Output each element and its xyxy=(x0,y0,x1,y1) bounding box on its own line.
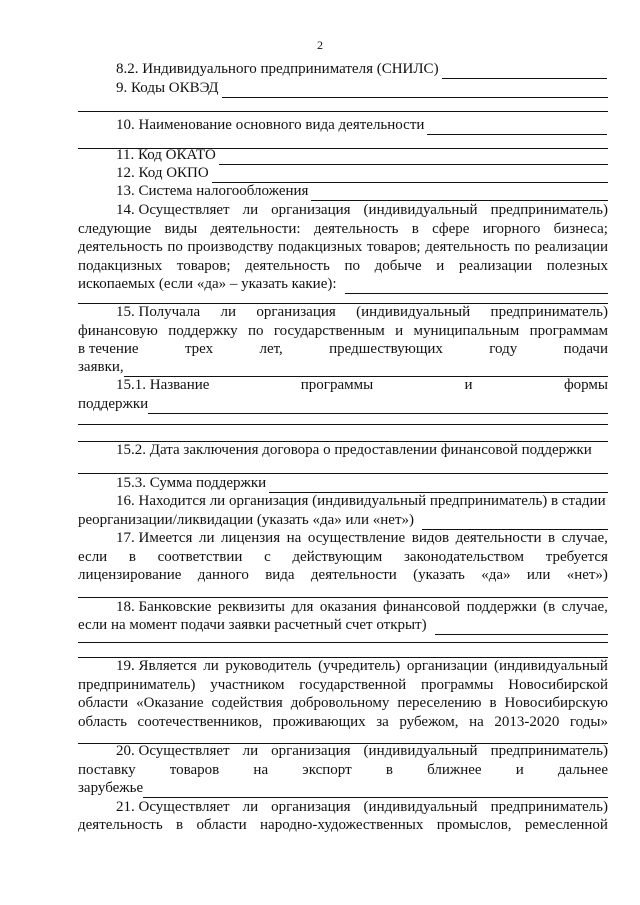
item-15-2 xyxy=(78,441,608,460)
word: и xyxy=(515,762,524,778)
word: (указать xyxy=(413,567,465,583)
item-16-label-end: реорганизации/ликвидации (указать «да» или «нет») xyxy=(78,512,415,528)
word: лет, xyxy=(259,341,283,357)
word: ли xyxy=(203,658,219,674)
item-11-label: 11. Код ОКАТО xyxy=(116,147,216,163)
word: «нет») xyxy=(566,567,608,583)
word: проживающих xyxy=(272,714,366,730)
item-15-1-line-2 xyxy=(78,395,608,414)
item-19-line-3 xyxy=(78,694,608,713)
word: трех xyxy=(184,341,214,357)
item-21-line-2 xyxy=(78,816,608,835)
word: муниципальным xyxy=(413,323,520,339)
word: в xyxy=(128,549,136,565)
item-14-line-3 xyxy=(78,238,608,257)
word: добыче xyxy=(374,258,422,274)
item-13-label: 13. Система налогообложения xyxy=(116,183,309,199)
item-10-field[interactable] xyxy=(427,120,607,135)
item-15-1-line-1 xyxy=(78,376,608,395)
word: предприниматель) xyxy=(490,304,608,320)
item-14-label-end: ископаемых (если «да» – указать какие): xyxy=(78,276,337,292)
word: народно-художественных xyxy=(260,817,424,833)
word: по xyxy=(514,239,531,255)
word: реализации xyxy=(534,239,608,255)
word: деятельность xyxy=(313,221,399,237)
word: 21. Осуществляет xyxy=(116,799,230,815)
word: поддержку xyxy=(168,323,238,339)
page-number: 2 xyxy=(317,38,323,52)
word: (индивидуальный xyxy=(363,743,478,759)
word: оказания xyxy=(319,599,377,615)
word: для xyxy=(291,599,314,615)
word: товаров; xyxy=(366,239,421,255)
word: по xyxy=(167,239,183,255)
item-16-line-1 xyxy=(78,492,608,511)
word: формы xyxy=(563,377,608,393)
word: подакцизных xyxy=(78,258,163,274)
item-14-line-5 xyxy=(78,275,608,294)
item-20-line-1 xyxy=(78,742,608,761)
word: 20. Осуществляет xyxy=(116,743,230,759)
word: случае, xyxy=(561,530,608,546)
item-18-line-2 xyxy=(78,616,608,635)
item-16-field[interactable] xyxy=(422,515,608,530)
word: поставку xyxy=(78,762,136,778)
item-15-1-field[interactable] xyxy=(148,399,608,414)
word: дальнее xyxy=(557,762,608,778)
word: в течение xyxy=(78,341,139,357)
word: предприниматель) xyxy=(78,677,196,693)
word: лицензия xyxy=(221,530,281,546)
word: подакцизных xyxy=(278,239,363,255)
item-15-field[interactable] xyxy=(124,362,608,377)
item-19-line-2 xyxy=(78,676,608,695)
item-12 xyxy=(78,164,608,183)
item-16-label: 16. Находится ли организация (индивидуальный предприниматель) в стадии xyxy=(116,493,606,509)
word: деятельности xyxy=(455,530,542,546)
word: деятельность xyxy=(245,258,330,274)
word: (индивидуальный xyxy=(363,202,478,218)
item-14-line-1 xyxy=(78,201,608,220)
word: государственной xyxy=(299,677,407,693)
item-9-label: 9. Коды ОКВЭД xyxy=(116,80,219,96)
item-12-field[interactable] xyxy=(212,168,608,183)
word: или xyxy=(526,567,551,583)
word: (индивидуальный xyxy=(363,799,478,815)
word: переселению xyxy=(397,695,482,711)
word: область xyxy=(78,714,127,730)
item-15-1-field-line-2[interactable] xyxy=(78,423,608,425)
word: если xyxy=(78,549,108,565)
word: экспорт xyxy=(302,762,352,778)
word: финансовой xyxy=(383,599,461,615)
word: году xyxy=(489,341,518,357)
word: программам xyxy=(529,323,608,339)
word: сфере xyxy=(432,221,470,237)
item-13-field[interactable] xyxy=(311,186,608,201)
item-17-line-1 xyxy=(78,529,608,548)
item-17-line-3 xyxy=(78,566,608,585)
word: бизнеса; xyxy=(553,221,608,237)
word: организация xyxy=(271,202,351,218)
word: реквизиты xyxy=(217,599,286,615)
word: товаров; xyxy=(176,258,231,274)
word: следующие xyxy=(78,221,152,237)
word: за xyxy=(376,714,389,730)
word: предприниматель) xyxy=(490,799,608,815)
item-18-field-line-2[interactable] xyxy=(78,641,608,643)
word: в xyxy=(176,817,184,833)
word: организация xyxy=(256,304,336,320)
word: области xyxy=(78,695,129,711)
item-14-field[interactable] xyxy=(345,279,608,294)
item-11 xyxy=(78,146,608,165)
item-21-line-1 xyxy=(78,798,608,817)
word: ли xyxy=(242,799,259,815)
word: и xyxy=(436,258,445,274)
word: видов xyxy=(411,530,450,546)
item-15-3-label: 15.3. Сумма поддержки xyxy=(116,475,267,491)
word: реализации xyxy=(458,258,533,274)
word: полезных xyxy=(546,258,608,274)
item-15-2-label: 15.2. Дата заключения договора о предоставлении финансовой поддержки xyxy=(116,442,592,458)
word: программы xyxy=(421,677,494,693)
word: государственным xyxy=(273,323,385,339)
word: (индивидуальный xyxy=(493,658,608,674)
word: ближнее xyxy=(427,762,482,778)
word: финансовую xyxy=(78,323,158,339)
word: программы xyxy=(300,377,374,393)
word: производству xyxy=(187,239,274,255)
word: (индивидуальный xyxy=(356,304,471,320)
item-20-line-2 xyxy=(78,761,608,780)
word: деятельность xyxy=(425,239,510,255)
word: законодательством xyxy=(403,549,525,565)
item-19-line-4 xyxy=(78,713,608,732)
word: подачи xyxy=(563,341,608,357)
word: деятельность xyxy=(78,817,163,833)
word: деятельность xyxy=(78,239,163,255)
item-9 xyxy=(78,79,608,98)
word: в xyxy=(411,221,419,237)
word: 17. Имеется xyxy=(116,530,193,546)
word: по xyxy=(344,258,360,274)
word: требуется xyxy=(545,549,608,565)
item-8-2-field[interactable] xyxy=(442,64,607,79)
word: 19. Является xyxy=(116,658,197,674)
item-17-line-2 xyxy=(78,548,608,567)
word: 2013-2020 xyxy=(494,714,560,730)
word: «Оказание xyxy=(136,695,204,711)
word: и xyxy=(464,377,473,393)
item-18-field[interactable] xyxy=(435,620,608,635)
word: ли xyxy=(220,304,236,320)
word: в xyxy=(548,530,556,546)
item-18-line-1 xyxy=(78,598,608,617)
word: деятельности xyxy=(310,567,397,583)
item-15-label-end: заявки, xyxy=(78,359,124,375)
word: ремесленной xyxy=(524,817,608,833)
item-8-2 xyxy=(78,60,608,79)
item-10 xyxy=(78,116,608,135)
word: ли xyxy=(242,743,259,759)
word: данного xyxy=(197,567,249,583)
word: предшествующих xyxy=(329,341,443,357)
word: по xyxy=(248,323,264,339)
word: на xyxy=(286,530,302,546)
word: вида xyxy=(265,567,295,583)
word: соотечественников, xyxy=(137,714,263,730)
word: на xyxy=(469,714,484,730)
word: виды xyxy=(164,221,198,237)
word: в xyxy=(489,695,497,711)
word: (учредитель) xyxy=(318,658,401,674)
item-15-line-2 xyxy=(78,322,608,341)
word: добровольному xyxy=(290,695,390,711)
word: и xyxy=(395,323,404,339)
item-13 xyxy=(78,182,608,201)
word: промыслов, xyxy=(436,817,512,833)
item-11-field[interactable] xyxy=(219,150,608,165)
item-15-line-1 xyxy=(78,303,608,322)
word: 15. Получала xyxy=(116,304,201,320)
item-9-field[interactable] xyxy=(222,83,608,98)
word: (в xyxy=(543,599,556,615)
word: организация xyxy=(271,799,351,815)
word: на xyxy=(253,762,269,778)
word: товаров xyxy=(169,762,220,778)
word: Новосибирской xyxy=(508,677,608,693)
item-16-line-2 xyxy=(78,511,608,530)
word: Новосибирскую xyxy=(504,695,608,711)
item-15-line-3 xyxy=(78,340,608,359)
word: содействия xyxy=(211,695,283,711)
word: организация xyxy=(271,743,351,759)
word: 14. Осуществляет xyxy=(116,202,230,218)
word: игорного xyxy=(482,221,541,237)
word: рубежом, xyxy=(399,714,459,730)
word: действующим xyxy=(292,549,383,565)
word: с xyxy=(264,549,271,565)
word: лицензирование xyxy=(78,567,182,583)
word: деятельности: xyxy=(210,221,301,237)
item-18-label-end: если на момент подачи заявки расчетный счет открыт) xyxy=(78,617,427,633)
item-8-2-label: 8.2. Индивидуального предпринимателя (СНИЛС) xyxy=(116,61,439,77)
word: соответствии xyxy=(157,549,243,565)
item-15-3-field[interactable] xyxy=(269,478,608,493)
item-15-line-4 xyxy=(78,358,608,377)
item-20-field[interactable] xyxy=(143,783,608,798)
item-14-line-2 xyxy=(78,220,608,239)
word: предприниматель) xyxy=(490,202,608,218)
item-15-1-label-end: поддержки xyxy=(78,396,149,412)
item-19-line-1 xyxy=(78,657,608,676)
word: участником xyxy=(210,677,285,693)
word: области xyxy=(196,817,247,833)
item-9-field-line-2[interactable] xyxy=(78,110,608,112)
word: ли xyxy=(198,530,215,546)
word: осуществление xyxy=(307,530,406,546)
word: 15.1. Название xyxy=(116,377,210,393)
word: руководитель xyxy=(225,658,312,674)
word: предприниматель) xyxy=(490,743,608,759)
word: организации xyxy=(406,658,488,674)
item-14-line-4 xyxy=(78,257,608,276)
item-20-line-3 xyxy=(78,779,608,798)
word: случае, xyxy=(561,599,608,615)
item-10-label: 10. Наименование основного вида деятельности xyxy=(116,117,425,133)
item-15-3 xyxy=(78,474,608,493)
word: поддержки xyxy=(466,599,537,615)
word: ли xyxy=(242,202,259,218)
item-20-label-end: зарубежье xyxy=(78,780,144,796)
word: годы» xyxy=(569,714,608,730)
word: в xyxy=(385,762,393,778)
word: 18. Банковские xyxy=(116,599,212,615)
word: «да» xyxy=(481,567,511,583)
item-12-label: 12. Код ОКПО xyxy=(116,165,209,181)
